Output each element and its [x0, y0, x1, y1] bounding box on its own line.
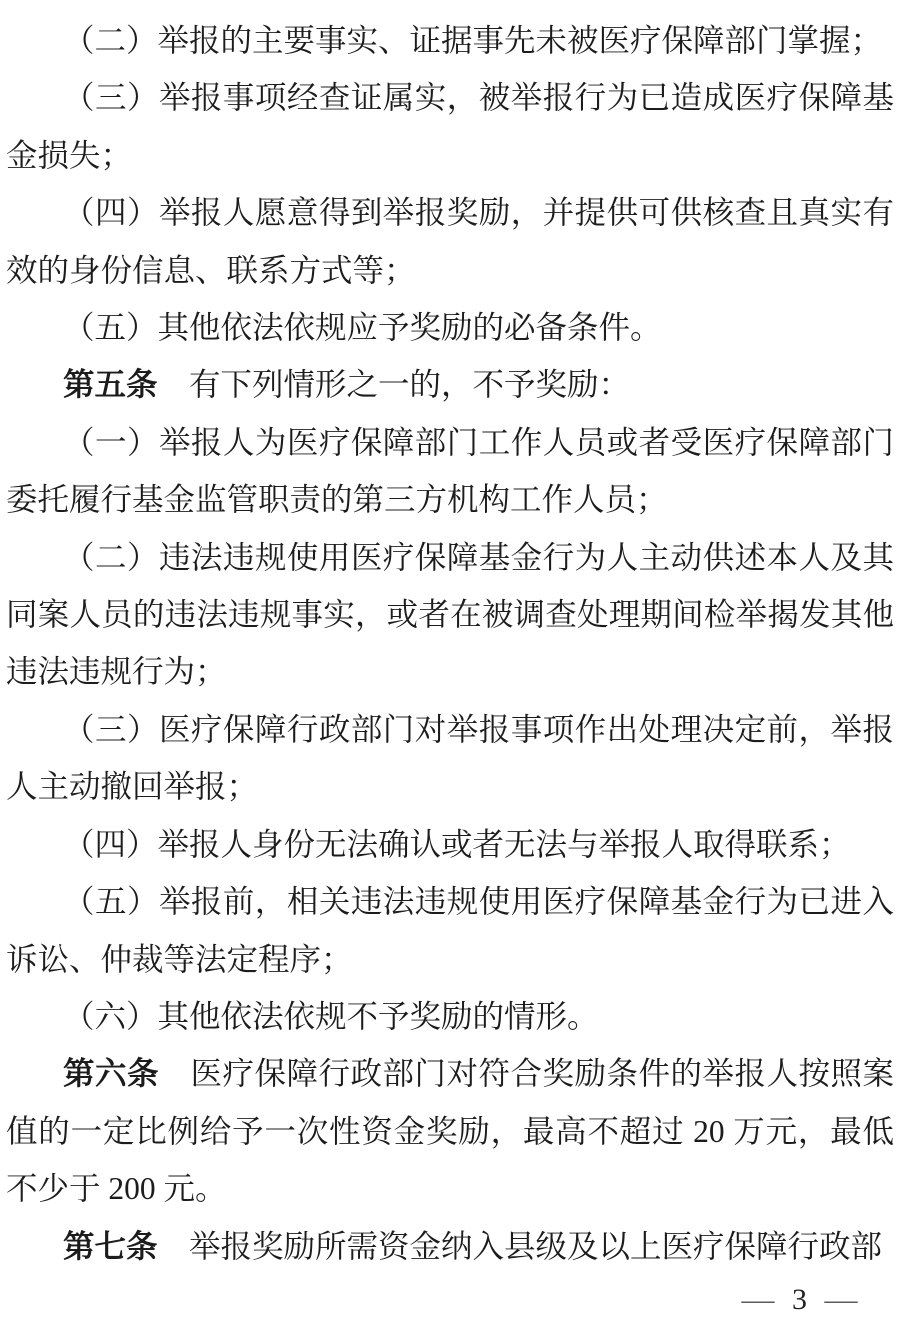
paragraph-text: （三）医疗保障行政部门对举报事项作出处理决定前，举报人主动撤回举报；	[6, 711, 894, 805]
paragraph	[6, 12, 894, 69]
footer-dash-right: —	[824, 1283, 858, 1316]
paragraph-text: （一）举报人为医疗保障部门工作人员或者受医疗保障部门委托履行基金监管职责的第三方机构工作人员；	[6, 424, 894, 518]
article-number: 第六条	[63, 1056, 159, 1092]
paragraph-text: （四）举报人愿意得到举报奖励，并提供可供核查且真实有效的身份信息、联系方式等；	[6, 195, 894, 288]
document-body	[6, 12, 894, 1275]
footer-dash-left: —	[741, 1283, 775, 1316]
paragraph-text: （五）其他依法依规应予奖励的必备条件。	[63, 310, 662, 346]
paragraph-article-5	[6, 356, 894, 413]
paragraph-text: （六）其他依法依规不予奖励的情形。	[63, 998, 599, 1034]
paragraph-text: （二）举报的主要事实、证据事先未被医疗保障部门掌握；	[63, 23, 883, 58]
article-number: 第五条	[63, 367, 158, 403]
paragraph	[6, 529, 894, 701]
paragraph-text: （二）违法违规使用医疗保障基金行为人主动供述本人及其同案人员的违法违规事实，或者在被调查处理期间检举揭发其他违法违规行为；	[6, 539, 894, 690]
paragraph-text: （三）举报事项经查证属实，被举报行为已造成医疗保障基金损失；	[6, 80, 894, 173]
paragraph	[6, 816, 894, 873]
paragraph-text: 举报奖励所需资金纳入县级及以上医疗保障行政部	[189, 1228, 883, 1264]
article-number: 第七条	[63, 1228, 158, 1264]
paragraph	[6, 299, 894, 356]
paragraph-text: （四）举报人身份无法确认或者无法与举报人取得联系；	[63, 826, 851, 862]
paragraph-text: 医疗保障行政部门对符合奖励条件的举报人按照案值的一定比例给予一次性资金奖励，最高不超过 20 万元，最低不少于 200 元。	[6, 1056, 894, 1207]
paragraph	[6, 184, 894, 299]
paragraph	[6, 988, 894, 1045]
page-footer	[743, 1285, 856, 1315]
paragraph-text: 有下列情形之一的，不予奖励：	[189, 367, 631, 403]
paragraph	[6, 69, 894, 184]
paragraph	[6, 701, 894, 816]
paragraph-article-6	[6, 1045, 894, 1217]
paragraph-text: （五）举报前，相关违法违规使用医疗保障基金行为已进入诉讼、仲裁等法定程序；	[6, 884, 894, 977]
paragraph	[6, 414, 894, 529]
paragraph-article-7	[6, 1218, 894, 1275]
page-number: 3	[792, 1283, 807, 1316]
paragraph	[6, 873, 894, 988]
